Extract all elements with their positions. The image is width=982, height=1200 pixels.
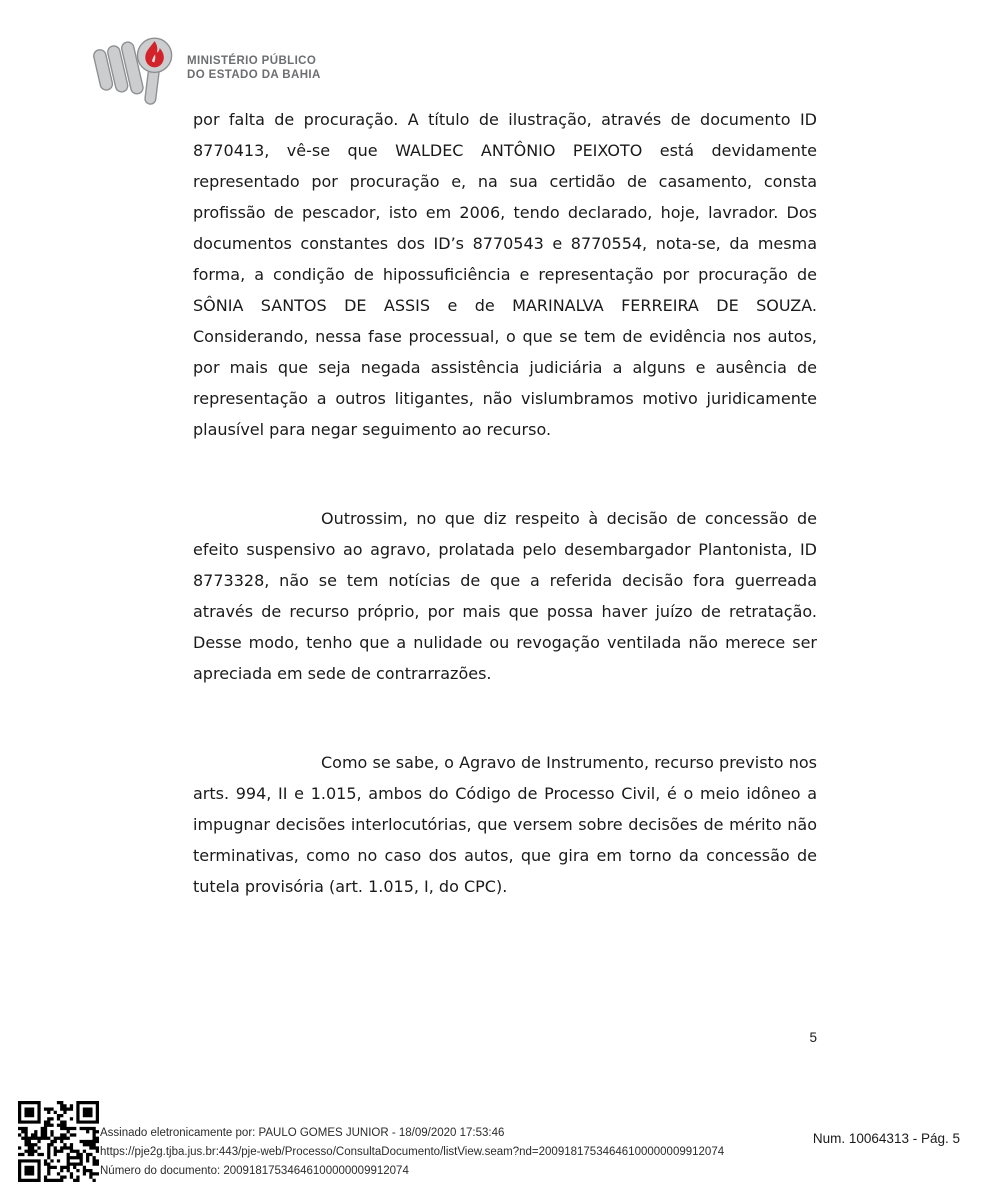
verification-url: https://pje2g.tjba.jus.br:443/pje-web/Processo/ConsultaDocumento/listView.seam?nd=20091817534646100000009912074	[100, 1146, 725, 1158]
org-name-line2: DO ESTADO DA BAHIA	[187, 69, 321, 81]
org-name	[187, 54, 321, 83]
mp-flame-logo-icon	[93, 28, 181, 108]
qr-code-icon	[18, 1101, 99, 1182]
signature-block	[100, 1124, 760, 1181]
paragraph-1: por falta de procuração. A título de ilustração, através de documento ID 8770413, vê-se que WALDEC ANTÔNIO PEIXOTO está devidamente representado por procuração e, na sua certidão de casamento, consta profissão de pescador, isto em 2006, tendo declarado, hoje, lavrador. Dos documentos constantes dos ID’s 8770543 e 8770554, nota-se, da mesma forma, a condição de hipossuficiência e representação por procuração de SÔNIA SANTOS DE ASSIS e de MARINALVA FERREIRA DE SOUZA. Considerando, nessa fase processual, o que se tem de evidência nos autos, por mais que seja negada assistência judiciária a alguns e ausência de representação a outros litigantes, não vislumbramos motivo juridicamente plausível para negar seguimento ao recurso.	[193, 110, 817, 439]
org-name-line1: MINISTÉRIO PÚBLICO	[187, 54, 317, 67]
paragraph-3: Como se sabe, o Agravo de Instrumento, recurso previsto nos arts. 994, II e 1.015, ambos do Código de Processo Civil, é o meio idôneo a impugnar decisões interlocutórias, que versem sobre decisões de mérito não terminativas, como no caso dos autos, que gira em torno da concessão de tutela provisória (art. 1.015, I, do CPC).	[193, 753, 817, 896]
document-number-line: Número do documento: 20091817534646100000009912074	[100, 1165, 409, 1177]
signed-by-line: Assinado eletronicamente por: PAULO GOMES JUNIOR - 18/09/2020 17:53:46	[100, 1127, 505, 1139]
mp-logo	[93, 28, 321, 108]
paragraph-2: Outrossim, no que diz respeito à decisão de concessão de efeito suspensivo ao agravo, prolatada pelo desembargador Plantonista, ID 8773328, não se tem notícias de que a referida decisão fora guerreada através de recurso próprio, por mais que possa haver juízo de retratação. Desse modo, tenho que a nulidade ou revogação ventilada não merece ser apreciada em sede de contrarrazões.	[193, 509, 817, 683]
page-number: 5	[809, 1030, 817, 1045]
document-body	[193, 104, 817, 902]
page-reference: Num. 10064313 - Pág. 5	[812, 1131, 960, 1146]
